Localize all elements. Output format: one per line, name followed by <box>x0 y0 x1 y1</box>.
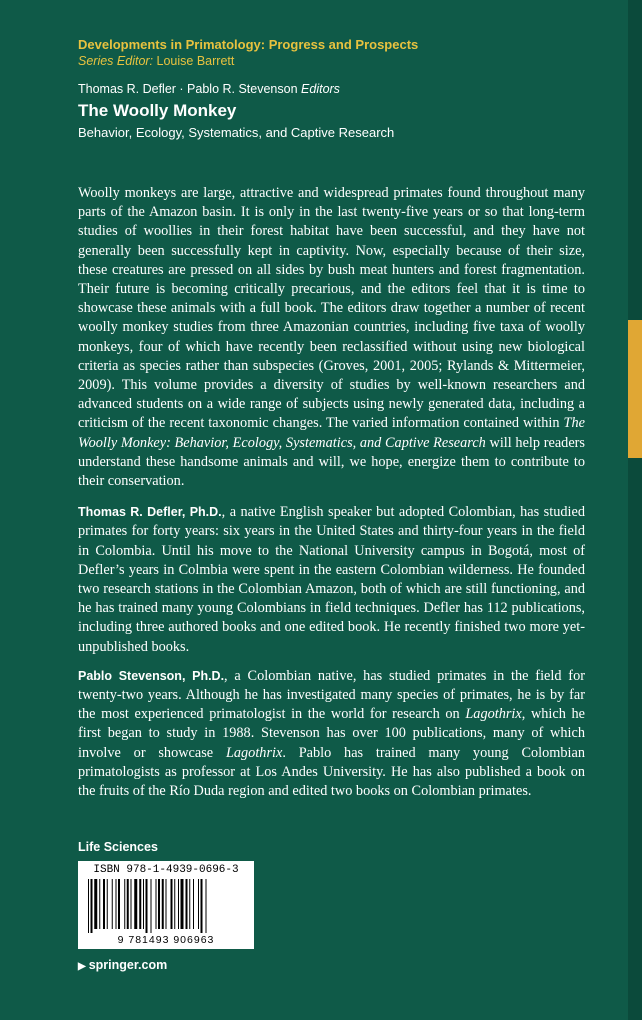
publisher-website[interactable] <box>78 957 167 975</box>
arrow-right-icon: ▶ <box>78 961 86 972</box>
series-editor-name: Louise Barrett <box>156 54 235 68</box>
book-subtitle: Behavior, Ecology, Systematics, and Captive Research <box>78 125 395 140</box>
book-title: The Woolly Monkey <box>78 101 237 120</box>
series-editor <box>78 53 598 70</box>
series-title: Developments in Primatology: Progress and Prospects <box>78 37 419 52</box>
barcode-icon <box>84 879 248 933</box>
editors-names: Thomas R. Defler · Pablo R. Stevenson <box>78 82 298 96</box>
bio-defler-text: , a native English speaker but adopted Colombian, has studied primates for forty years: six years in the United States and thirty-four years in the field in Colombia. Until his move to the National University campus in Bogotá, most of Defler’s years in Colmbia were spent in the eastern Colombian wilderness. He founded two research stations in the Colombian Amazon, both of which are still functioning, and he has trained many young Colombians in field techniques. Defler has 112 publications, including three authored books and one edited book. He recently finished two more yet-unpublished books. <box>78 504 585 655</box>
description-text-b: will help readers understand these handsome animals and will, we hope, energize them to contribute to their conservation. <box>78 434 585 490</box>
bio-stevenson-text-b: , which he first began to study in 1988. Stevenson has over 100 publications, many of which involve or showcase <box>78 706 586 761</box>
bio-stevenson-genus-b: Lagothrix <box>225 744 283 761</box>
editors-role: Editors <box>301 82 340 96</box>
description-book-title: The Woolly Monkey: Behavior, Ecology, Systematics, and Captive Research <box>78 415 585 451</box>
subject-label: Life Sciences <box>78 840 158 854</box>
bio-stevenson-text-a: , a Colombian native, has studied primates in the field for twenty-two years. Although he has investigated many species of primates, he is by far the most experienced primatologist in the world for research on <box>78 667 585 723</box>
barcode-digits: 9 781493 906963 <box>117 934 215 946</box>
footer <box>78 839 378 855</box>
bio-stevenson-name: Pablo Stevenson, Ph.D. <box>78 668 225 683</box>
bio-stevenson-genus-a: Lagothrix <box>465 706 522 723</box>
isbn-number: ISBN 978-1-4939-0696-3 <box>93 864 239 876</box>
blurb <box>78 184 585 811</box>
description-paragraph <box>78 184 585 491</box>
cover-header <box>78 36 598 142</box>
isbn-barcode <box>78 861 254 949</box>
spine-edge <box>628 0 642 1020</box>
bio-defler-name: Thomas R. Defler, Ph.D. <box>78 505 222 520</box>
series-editor-label: Series Editor: <box>78 54 154 68</box>
publisher-website-text: springer.com <box>88 958 168 972</box>
spine-accent-stripe <box>628 320 642 458</box>
bio-stevenson <box>78 667 585 801</box>
editors-line <box>78 81 598 97</box>
description-text-a: Woolly monkeys are large, attractive and widespread primates found throughout many parts of the Amazon basin. It is only in the last twenty-five years or so that long-term studies of woollies in their forest habitat have been successful, and they have not generally been successfully kept in captivity. Now, especially because of their size, these creatures are pressed on all sides by bush meat hunters and forest fragmentation. Their future is becoming critically precarious, and the editors feel that it is time to showcase these animals with a full book. The editors draw together a number of recent woolly monkey studies from three Amazonian countries, including five taxa of woolly monkeys, four of which have recently been reclassified without using new biological criteria as species rather than subspecies (Groves, 2001, 2005; Rylands & Mittermeier, 2009). This volume provides a diversity of studies by well-known researchers and advanced students on a wide range of subjects using newly generated data, including a criticism of the recent taxonomic changes. The varied information contained within <box>78 185 585 432</box>
bio-defler <box>78 503 585 657</box>
bio-stevenson-text-c: . Pablo has trained many young Colombian primatologists as professor at Los Andes University. He has also published a book on the fruits of the Río Duda region and edited two books on Colombian primates. <box>78 744 585 800</box>
